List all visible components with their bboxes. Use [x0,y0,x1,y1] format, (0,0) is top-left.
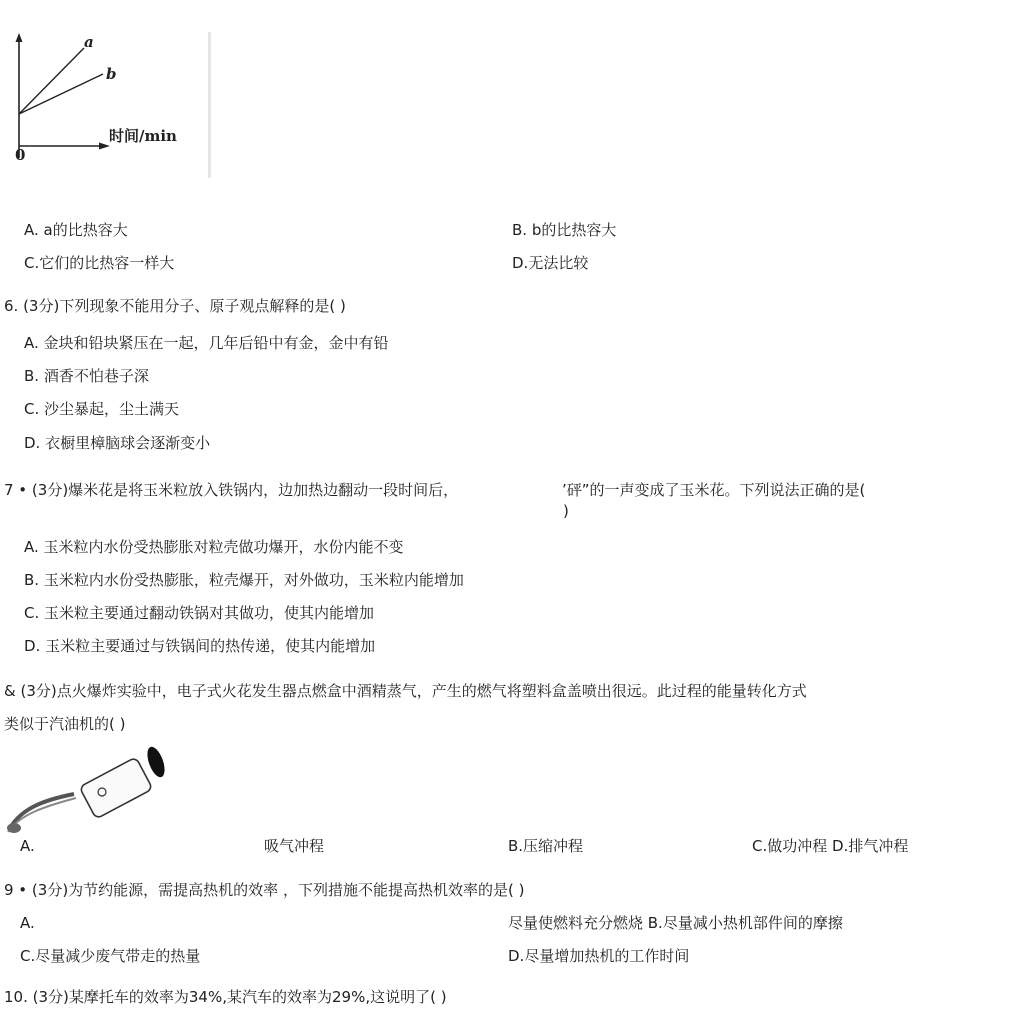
plastic-box [79,757,152,819]
box-lid [144,745,168,780]
q9-option-a-b: 尽量使燃料充分燃烧 B.尽量减小热机部件间的摩擦 [508,914,843,932]
q7-option-c: C. 玉米粒主要通过翻动铁锅对其做功，使其内能增加 [24,604,375,622]
q8-stem-line1: & (3分)点火爆炸实验中，电子式火花发生器点燃盒中酒精蒸气，产生的燃气将塑料盒盖喷出很远。此过程的能量转化方式 [4,682,807,700]
q6-option-a: A. 金块和铅块紧压在一起，几年后铅中有金，金中有铅 [24,334,389,352]
origin-label: 0 [15,146,26,164]
q5-option-a: A. a的比热容大 [24,221,128,239]
spark-generator-lead [10,794,74,828]
q9-option-c: C.尽量减少废气带走的热量 [20,947,201,965]
q6-stem: 6. (3分)下列现象不能用分子、原子观点解释的是( ) [4,297,346,315]
q6-option-c: C. 沙尘暴起，尘土满天 [24,400,180,418]
line-a [19,48,84,114]
q8-option-a-text: 吸气冲程 [264,837,325,855]
q8-option-a-letter: A. [20,837,35,855]
q6-option-b: B. 酒香不怕巷子深 [24,367,149,385]
line-b [19,74,103,114]
q7-option-d: D. 玉米粒主要通过与铁锅间的热传递，使其内能增加 [24,637,376,655]
x-axis-label: 时间/min [109,127,177,145]
q6-option-d: D. 衣橱里樟脑球会逐渐变小 [24,434,211,452]
q9-stem: 9 • (3分)为节约能源，需提高热机的效率 ，下列措施不能提高热机效率的是( ) [4,881,525,899]
q9-option-d: D.尽量增加热机的工作时间 [508,947,690,965]
q5-option-c: C.它们的比热容一样大 [24,254,175,272]
ignition-experiment-illustration [4,742,174,838]
q7-stem-part2: ’砰”的一声变成了玉米花。下列说法正确的是( [562,481,866,499]
line-a-label: a [84,33,94,51]
graph-frame-edge [208,32,211,178]
q7-stem-part1: 7 • (3分)爆米花是将玉米粒放入铁锅内，边加热边翻动一段时间后， [4,481,459,499]
temperature-time-graph [0,30,215,180]
q9-option-a-letter: A. [20,914,35,932]
q5-option-d: D.无法比较 [512,254,589,272]
q7-option-b: B. 玉米粒内水份受热膨胀，粒壳爆开，对外做功，玉米粒内能增加 [24,571,464,589]
y-axis-arrow [16,33,23,42]
line-b-label: b [106,65,117,83]
q8-stem-line2: 类似于汽油机的( ) [4,715,126,733]
q5-option-b: B. b的比热容大 [512,221,617,239]
q8-option-c-d: C.做功冲程 D.排气冲程 [752,837,909,855]
q7-option-a: A. 玉米粒内水份受热膨胀对粒壳做功爆开，水份内能不变 [24,538,404,556]
q7-stem-close: ) [563,502,569,520]
q8-option-b: B.压缩冲程 [508,837,584,855]
spark-generator-handle [7,823,21,833]
q10-stem: 10. (3分)某摩托车的效率为34%,某汽车的效率为29%,这说明了( ) [4,988,447,1006]
